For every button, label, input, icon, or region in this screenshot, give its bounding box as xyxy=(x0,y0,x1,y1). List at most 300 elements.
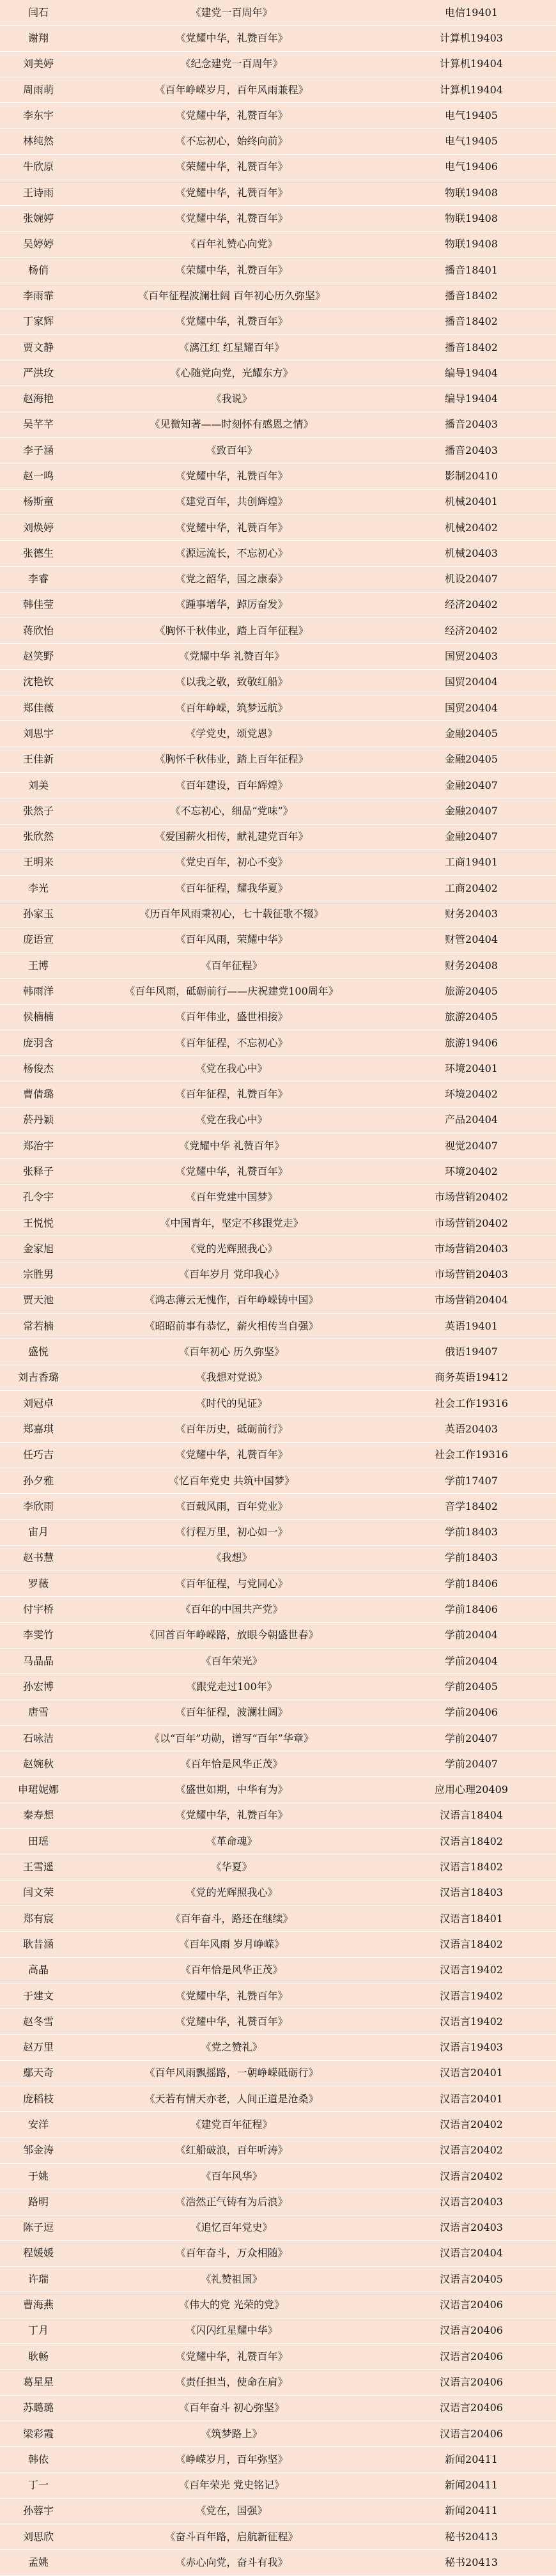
table-row xyxy=(0,1365,556,1390)
class-name: 视觉20407 xyxy=(387,1133,556,1159)
student-name: 赵万里 xyxy=(0,2035,77,2060)
work-title: 《建党百年，共创辉煌》 xyxy=(77,489,387,515)
class-name: 汉语言20405 xyxy=(387,2267,556,2292)
table-row xyxy=(0,1545,556,1571)
table-row xyxy=(0,2112,556,2138)
class-name: 金融20407 xyxy=(387,824,556,850)
student-name: 刘美 xyxy=(0,772,77,798)
class-name: 电气19405 xyxy=(387,103,556,128)
table-row xyxy=(0,103,556,128)
class-name: 学前20404 xyxy=(387,1649,556,1674)
table-row xyxy=(0,206,556,231)
work-title: 《百年恰是风华正茂》 xyxy=(77,1751,387,1777)
table-row xyxy=(0,51,556,77)
work-title: 《百年荣光》 xyxy=(77,1649,387,1674)
table-row xyxy=(0,1932,556,1957)
work-title: 《百载风雨，百年党业》 xyxy=(77,1494,387,1519)
work-title: 《百年风华》 xyxy=(77,2163,387,2189)
student-name: 赵婉秋 xyxy=(0,1751,77,1777)
table-row xyxy=(0,1983,556,2008)
work-title: 《峥嵘岁月，百年弥坚》 xyxy=(77,2447,387,2472)
table-row xyxy=(0,850,556,875)
table-row xyxy=(0,1829,556,1854)
table-row xyxy=(0,463,556,489)
student-name: 盛悦 xyxy=(0,1339,77,1365)
student-name: 任巧吉 xyxy=(0,1442,77,1468)
student-name: 林纯然 xyxy=(0,128,77,154)
work-title: 《行程万里，初心如一》 xyxy=(77,1519,387,1545)
student-name: 申珺妮娜 xyxy=(0,1777,77,1803)
class-name: 学前18406 xyxy=(387,1571,556,1597)
class-name: 工商19401 xyxy=(387,850,556,875)
work-title: 《百年建设，百年辉煌》 xyxy=(77,772,387,798)
student-name: 鄢天奇 xyxy=(0,2060,77,2086)
student-name: 孔令宇 xyxy=(0,1184,77,1210)
student-name: 邹金涛 xyxy=(0,2138,77,2163)
class-name: 汉语言20401 xyxy=(387,2086,556,2112)
student-name: 菸丹颖 xyxy=(0,1107,77,1133)
class-name: 电信19401 xyxy=(387,0,556,26)
class-name: 汉语言20402 xyxy=(387,2163,556,2189)
table-row xyxy=(0,618,556,644)
student-name: 郑有宸 xyxy=(0,1905,77,1931)
work-title: 《党耀中华，礼赞百年》 xyxy=(77,180,387,206)
student-name: 张欣然 xyxy=(0,824,77,850)
work-title: 《党耀中华 礼赞百年》 xyxy=(77,1133,387,1159)
work-title: 《百年荣光 党史铭记》 xyxy=(77,2472,387,2498)
table-row xyxy=(0,695,556,721)
work-title: 《党在我心中》 xyxy=(77,1056,387,1082)
class-name: 汉语言19402 xyxy=(387,1983,556,2008)
class-name: 旅游20405 xyxy=(387,979,556,1004)
work-title: 《百年征程，波澜壮阔》 xyxy=(77,1700,387,1725)
student-name: 宗胜男 xyxy=(0,1262,77,1287)
table-row xyxy=(0,721,556,747)
class-name: 金融20407 xyxy=(387,772,556,798)
table-row xyxy=(0,747,556,772)
table-row xyxy=(0,1905,556,1931)
student-name: 王雪遥 xyxy=(0,1854,77,1880)
student-name: 刘思宇 xyxy=(0,721,77,747)
work-title: 《昭昭前事有恭忆，薪火相传当自强》 xyxy=(77,1314,387,1339)
table-row xyxy=(0,2138,556,2163)
work-title: 《心随党向党，光耀东方》 xyxy=(77,361,387,386)
work-title: 《党耀中华，礼赞百年》 xyxy=(77,1442,387,1468)
class-name: 机设20407 xyxy=(387,566,556,592)
class-name: 金融20407 xyxy=(387,798,556,824)
work-title: 《党耀中华，礼赞百年》 xyxy=(77,463,387,489)
work-title: 《百年风雨，砥砺前行——庆祝建党100周年》 xyxy=(77,979,387,1004)
work-title: 《革命魂》 xyxy=(77,1829,387,1854)
student-name: 刘焕婷 xyxy=(0,515,77,540)
table-row xyxy=(0,361,556,386)
class-name: 国贸20404 xyxy=(387,695,556,721)
work-title: 《百年征程波澜壮阔 百年初心历久弥坚》 xyxy=(77,283,387,309)
class-name: 英语20403 xyxy=(387,1416,556,1442)
work-title: 《以“百年”功勋，谱写“百年”华章》 xyxy=(77,1725,387,1751)
class-name: 产品20404 xyxy=(387,1107,556,1133)
table-row xyxy=(0,798,556,824)
student-name: 庞语宣 xyxy=(0,927,77,952)
student-name: 宙月 xyxy=(0,1519,77,1545)
table-row xyxy=(0,1030,556,1055)
student-name: 李东宇 xyxy=(0,103,77,128)
work-title: 《中国青年，坚定不移跟党走》 xyxy=(77,1210,387,1236)
student-name: 李光 xyxy=(0,876,77,901)
class-name: 汉语言20402 xyxy=(387,2112,556,2138)
work-title: 《追忆百年党史》 xyxy=(77,2215,387,2240)
student-name: 侯楠楠 xyxy=(0,1004,77,1030)
work-title: 《党耀中华 礼赞百年》 xyxy=(77,644,387,669)
work-title: 《百年奋斗，万众相随》 xyxy=(77,2240,387,2266)
work-title: 《天若有情天亦老，人间正道是沧桑》 xyxy=(77,2086,387,2112)
table-row xyxy=(0,2215,556,2240)
student-name: 丁月 xyxy=(0,2318,77,2343)
table-row xyxy=(0,515,556,540)
work-title: 《百年风雨 岁月峥嵘》 xyxy=(77,1932,387,1957)
class-name: 播音18402 xyxy=(387,309,556,334)
table-row xyxy=(0,180,556,206)
class-name: 社会工作19316 xyxy=(387,1391,556,1416)
student-name: 程媛媛 xyxy=(0,2240,77,2266)
student-name: 韩佳莹 xyxy=(0,592,77,617)
table-row xyxy=(0,2163,556,2189)
table-row xyxy=(0,2292,556,2318)
student-name: 赵笑野 xyxy=(0,644,77,669)
table-row xyxy=(0,128,556,154)
table-row xyxy=(0,2370,556,2395)
class-name: 播音20403 xyxy=(387,438,556,463)
table-row xyxy=(0,257,556,283)
class-name: 金融20405 xyxy=(387,721,556,747)
student-name: 刘美婷 xyxy=(0,51,77,77)
class-name: 计算机19404 xyxy=(387,77,556,102)
table-row xyxy=(0,1184,556,1210)
student-name: 葛星星 xyxy=(0,2370,77,2395)
student-name: 闫石 xyxy=(0,0,77,26)
class-name: 新闻20411 xyxy=(387,2472,556,2498)
table-row xyxy=(0,1159,556,1184)
student-name: 吴婷婷 xyxy=(0,231,77,257)
student-name: 谢翔 xyxy=(0,26,77,51)
work-title: 《时代的见证》 xyxy=(77,1391,387,1416)
work-title: 《胸怀千秋伟业，踏上百年征程》 xyxy=(77,747,387,772)
work-title: 《百年征程》 xyxy=(77,952,387,978)
table-row xyxy=(0,1803,556,1828)
table-row xyxy=(0,334,556,360)
student-name: 赵一鸣 xyxy=(0,463,77,489)
work-title: 《我想对党说》 xyxy=(77,1365,387,1390)
table-row xyxy=(0,1133,556,1159)
table-row xyxy=(0,772,556,798)
student-name: 王佳新 xyxy=(0,747,77,772)
work-title: 《党之韶华，国之康泰》 xyxy=(77,566,387,592)
student-name: 蒋欣怡 xyxy=(0,618,77,644)
table-row xyxy=(0,2240,556,2266)
class-name: 汉语言18401 xyxy=(387,1905,556,1931)
class-name: 秘书20413 xyxy=(387,2524,556,2550)
work-title: 《历百年风雨秉初心，七十载征歌不辍》 xyxy=(77,901,387,927)
class-name: 汉语言18404 xyxy=(387,1803,556,1828)
class-name: 秘书20413 xyxy=(387,2550,556,2575)
work-title: 《筑梦路上》 xyxy=(77,2421,387,2446)
class-name: 学前20406 xyxy=(387,1700,556,1725)
work-title: 《浩然正气铸有为后浪》 xyxy=(77,2189,387,2215)
work-title: 《我想》 xyxy=(77,1545,387,1571)
class-name: 汉语言20402 xyxy=(387,2138,556,2163)
student-name: 曹海燕 xyxy=(0,2292,77,2318)
class-name: 物联19408 xyxy=(387,180,556,206)
work-title: 《党的光辉照我心》 xyxy=(77,1880,387,1905)
table-row xyxy=(0,1622,556,1648)
class-name: 电气19406 xyxy=(387,154,556,180)
work-title: 《胸怀千秋伟业，踏上百年征程》 xyxy=(77,618,387,644)
class-name: 物联19408 xyxy=(387,231,556,257)
student-name: 韩雨洋 xyxy=(0,979,77,1004)
table-row xyxy=(0,2086,556,2112)
table-row xyxy=(0,1210,556,1236)
class-name: 汉语言19402 xyxy=(387,2009,556,2035)
class-name: 影制20410 xyxy=(387,463,556,489)
student-name: 贾文静 xyxy=(0,334,77,360)
work-title: 《见微知著——时刻怀有感恩之情》 xyxy=(77,412,387,437)
table-row xyxy=(0,309,556,334)
student-name: 庞羽含 xyxy=(0,1030,77,1055)
student-name: 金家旭 xyxy=(0,1236,77,1262)
table-row xyxy=(0,0,556,26)
table-row xyxy=(0,1854,556,1880)
table-row xyxy=(0,386,556,412)
student-name: 田瑶 xyxy=(0,1829,77,1854)
class-name: 计算机19404 xyxy=(387,51,556,77)
work-title: 《责任担当，使命在肩》 xyxy=(77,2370,387,2395)
work-title: 《漓江红 红星耀百年》 xyxy=(77,334,387,360)
work-title: 《党在我心中》 xyxy=(77,1107,387,1133)
work-title: 《致百年》 xyxy=(77,438,387,463)
work-title: 《忆百年党史 共筑中国梦》 xyxy=(77,1468,387,1493)
work-title: 《党的光辉照我心》 xyxy=(77,1236,387,1262)
class-name: 汉语言20406 xyxy=(387,2292,556,2318)
table-row xyxy=(0,1442,556,1468)
table-row xyxy=(0,2421,556,2446)
table-row xyxy=(0,489,556,515)
student-name: 孙夕雅 xyxy=(0,1468,77,1493)
table-row xyxy=(0,1262,556,1287)
table-row xyxy=(0,2395,556,2421)
work-title: 《建党一百周年》 xyxy=(77,0,387,26)
work-title: 《党耀中华，礼赞百年》 xyxy=(77,1159,387,1184)
class-name: 商务英语19412 xyxy=(387,1365,556,1390)
work-title: 《跟党走过100年》 xyxy=(77,1674,387,1700)
table-row xyxy=(0,283,556,309)
work-title: 《回首百年峥嵘路，放眼今朝盛世春》 xyxy=(77,1622,387,1648)
class-name: 电气19405 xyxy=(387,128,556,154)
student-name: 梁彩霞 xyxy=(0,2421,77,2446)
student-name: 于姚 xyxy=(0,2163,77,2189)
class-name: 市场营销20402 xyxy=(387,1184,556,1210)
student-name: 陈子逗 xyxy=(0,2215,77,2240)
table-row xyxy=(0,566,556,592)
student-name: 李子涵 xyxy=(0,438,77,463)
table-row xyxy=(0,2189,556,2215)
class-name: 学前18403 xyxy=(387,1519,556,1545)
table-row xyxy=(0,1339,556,1365)
table-row xyxy=(0,1751,556,1777)
class-name: 财务20403 xyxy=(387,901,556,927)
class-name: 汉语言18402 xyxy=(387,1932,556,1957)
work-title: 《党耀中华，礼赞百年》 xyxy=(77,26,387,51)
student-name: 刘冠卓 xyxy=(0,1391,77,1416)
table-row xyxy=(0,77,556,102)
class-name: 编导19404 xyxy=(387,386,556,412)
work-title: 《华夏》 xyxy=(77,1854,387,1880)
table-row xyxy=(0,1082,556,1107)
class-name: 汉语言20403 xyxy=(387,2189,556,2215)
table-row xyxy=(0,2318,556,2343)
student-name: 刘思欣 xyxy=(0,2524,77,2550)
table-row xyxy=(0,2472,556,2498)
class-name: 新闻20411 xyxy=(387,2447,556,2472)
student-name: 李雨霏 xyxy=(0,283,77,309)
work-title: 《百年征程，耀我华夏》 xyxy=(77,876,387,901)
work-title: 《党在，国强》 xyxy=(77,2498,387,2524)
work-title: 《学党史，颂党恩》 xyxy=(77,721,387,747)
class-name: 社会工作19316 xyxy=(387,1442,556,1468)
student-name: 赵冬雪 xyxy=(0,2009,77,2035)
table-row xyxy=(0,1597,556,1622)
student-name: 耿昔涵 xyxy=(0,1932,77,1957)
student-name: 孙宏博 xyxy=(0,1674,77,1700)
class-name: 学前20405 xyxy=(387,1674,556,1700)
work-title: 《百年的中国共产党》 xyxy=(77,1597,387,1622)
student-name: 周雨萌 xyxy=(0,77,77,102)
student-name: 孙蓉宇 xyxy=(0,2498,77,2524)
class-name: 经济20402 xyxy=(387,618,556,644)
work-title: 《百年历史，砥砺前行》 xyxy=(77,1416,387,1442)
student-name: 苏璐璐 xyxy=(0,2395,77,2421)
work-title: 《赤心向党，奋斗有我》 xyxy=(77,2550,387,2575)
work-title: 《党耀中华，礼赞百年》 xyxy=(77,103,387,128)
student-name: 张德生 xyxy=(0,541,77,566)
class-name: 播音18401 xyxy=(387,257,556,283)
student-name: 李睿 xyxy=(0,566,77,592)
work-title: 《爱国薪火相传，献礼建党百年》 xyxy=(77,824,387,850)
table-row xyxy=(0,952,556,978)
table-row xyxy=(0,1725,556,1751)
work-title: 《百年岁月 党印我心》 xyxy=(77,1262,387,1287)
class-name: 汉语言19403 xyxy=(387,2035,556,2060)
table-row xyxy=(0,1287,556,1313)
class-name: 国贸20404 xyxy=(387,669,556,695)
table-row xyxy=(0,2550,556,2575)
table-row xyxy=(0,1880,556,1905)
class-name: 计算机19403 xyxy=(387,26,556,51)
student-name: 郑治宇 xyxy=(0,1133,77,1159)
student-name: 马晶晶 xyxy=(0,1649,77,1674)
table-row xyxy=(0,979,556,1004)
student-name: 安洋 xyxy=(0,2112,77,2138)
class-name: 汉语言20403 xyxy=(387,2215,556,2240)
table-row xyxy=(0,1236,556,1262)
work-title: 《百年征程，不忘初心》 xyxy=(77,1030,387,1055)
student-name: 罗薇 xyxy=(0,1571,77,1597)
student-name: 庞稻枝 xyxy=(0,2086,77,2112)
table-row xyxy=(0,1649,556,1674)
student-name: 丁家辉 xyxy=(0,309,77,334)
work-title: 《以我之敬，致敬红船》 xyxy=(77,669,387,695)
work-title: 《百年恰是风华正茂》 xyxy=(77,1957,387,1983)
table-row xyxy=(0,154,556,180)
table-row xyxy=(0,412,556,437)
class-name: 市场营销20403 xyxy=(387,1236,556,1262)
work-title: 《党耀中华，礼赞百年》 xyxy=(77,2009,387,2035)
table-row xyxy=(0,1314,556,1339)
student-name: 郑嘉琪 xyxy=(0,1416,77,1442)
table-row xyxy=(0,1674,556,1700)
student-name: 曹倩璐 xyxy=(0,1082,77,1107)
student-name: 赵海艳 xyxy=(0,386,77,412)
table-row xyxy=(0,669,556,695)
table-row xyxy=(0,824,556,850)
work-title: 《百年风雨飘摇路，一朝峥嵘砥砺行》 xyxy=(77,2060,387,2086)
work-title: 《源远流长，不忘初心》 xyxy=(77,541,387,566)
table-row xyxy=(0,2524,556,2550)
student-name: 常若楠 xyxy=(0,1314,77,1339)
student-name: 沈艳钦 xyxy=(0,669,77,695)
work-title: 《建党百年征程》 xyxy=(77,2112,387,2138)
work-title: 《不忘初心，始终向前》 xyxy=(77,128,387,154)
work-title: 《闪闪红星耀中华》 xyxy=(77,2318,387,2343)
table-row xyxy=(0,2344,556,2370)
class-name: 汉语言20406 xyxy=(387,2421,556,2446)
table-row xyxy=(0,1571,556,1597)
work-title: 《红船破浪，百年听涛》 xyxy=(77,2138,387,2163)
class-name: 学前20404 xyxy=(387,1622,556,1648)
class-name: 学前20407 xyxy=(387,1725,556,1751)
class-name: 编导19404 xyxy=(387,361,556,386)
table-row xyxy=(0,541,556,566)
student-name: 耿畅 xyxy=(0,2344,77,2370)
table-row xyxy=(0,1004,556,1030)
table-row xyxy=(0,1056,556,1082)
student-name: 李欣雨 xyxy=(0,1494,77,1519)
class-name: 环境20402 xyxy=(387,1082,556,1107)
class-name: 汉语言19402 xyxy=(387,1957,556,1983)
student-name: 贾天池 xyxy=(0,1287,77,1313)
work-title: 《百年礼赞心向党》 xyxy=(77,231,387,257)
student-name: 张释子 xyxy=(0,1159,77,1184)
class-name: 学前18403 xyxy=(387,1545,556,1571)
work-title: 《百年伟业，盛世相接》 xyxy=(77,1004,387,1030)
table-row xyxy=(0,2035,556,2060)
class-name: 汉语言20406 xyxy=(387,2318,556,2343)
student-name: 王明来 xyxy=(0,850,77,875)
student-name: 王诗雨 xyxy=(0,180,77,206)
work-title: 《党耀中华，礼赞百年》 xyxy=(77,515,387,540)
class-name: 机械20402 xyxy=(387,515,556,540)
student-name: 高晶 xyxy=(0,1957,77,1983)
work-title: 《踵事增华，踔厉奋发》 xyxy=(77,592,387,617)
work-title: 《百年风雨，荣耀中华》 xyxy=(77,927,387,952)
table-row xyxy=(0,876,556,901)
work-title: 《我说》 xyxy=(77,386,387,412)
table-row xyxy=(0,1519,556,1545)
class-name: 播音18402 xyxy=(387,334,556,360)
table-row xyxy=(0,1468,556,1493)
work-title: 《百年征程，礼赞百年》 xyxy=(77,1082,387,1107)
work-title: 《党史百年，初心不变》 xyxy=(77,850,387,875)
table-row xyxy=(0,1777,556,1803)
